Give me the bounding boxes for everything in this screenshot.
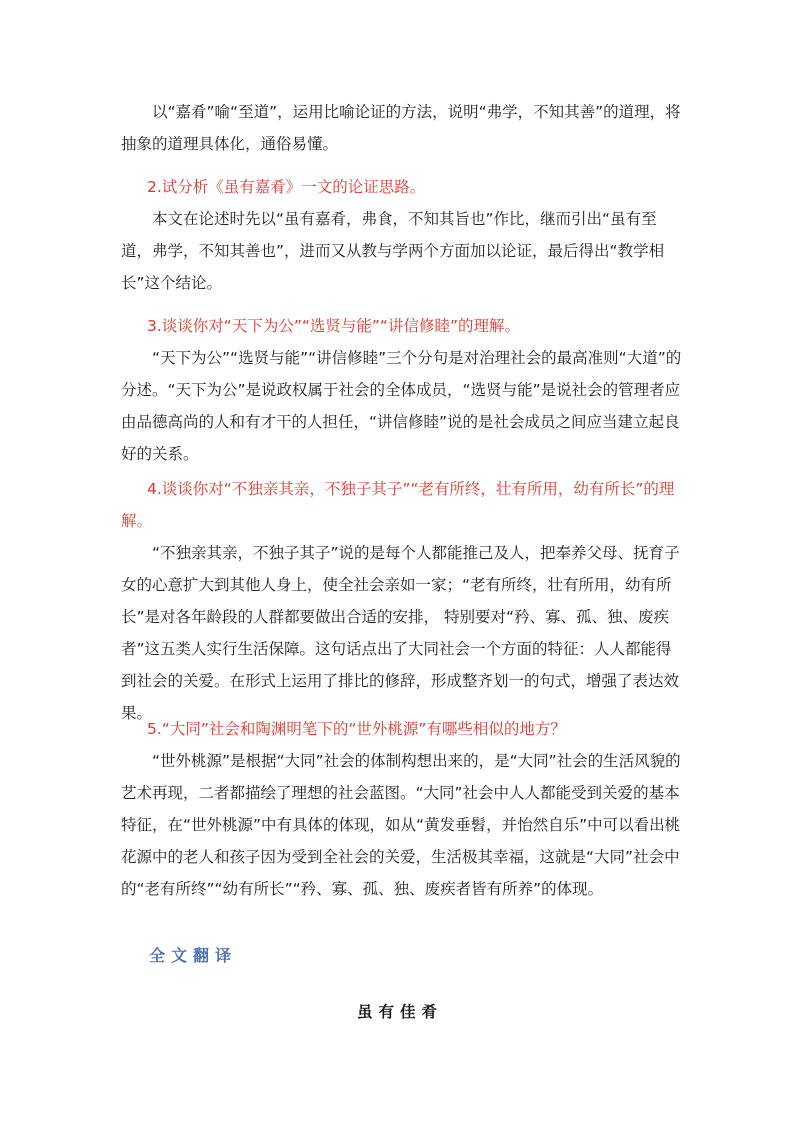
question-5: 5.“大同”社会和陶渊明笔下的“世外桃源”有哪些相似的地方？: [147, 720, 566, 738]
question-2-block: [121, 171, 683, 299]
answer-3: “天下为公”“选贤与能”“讲信修睦”三个分句是对治理社会的最高准则“大道”的分述。“天下为公”是说政权属于社会的全体成员，“选贤与能”是说社会的管理者应由品德高尚的人和有才干的人担任，“讲信修睦”说的是社会成员之间应当建立起良好的关系。: [121, 349, 682, 463]
answer-4: “不独亲其亲，不独子其子”说的是每个人都能推己及人，把奉养父母、抚育子女的心意扩大到其他人身上，使全社会亲如一家；“老有所终，壮有所用，幼有所长”是对各年龄段的人群都要做出合适的安排， 特别要对“矜、寡、孤、独、废疾者”这五类人实行生活保障。这句话点出了大同社会一个方面的特征：人人都能得到社会的关爱。在形式上运用了排比的修辞，形成整齐划一的句式，增强了表达效果。: [121, 544, 680, 722]
translation-title: 虽有佳肴: [356, 1003, 443, 1021]
answer-2: 本文在论述时先以“虽有嘉肴，弗食，不知其旨也”作比，继而引出“虽有至道，弗学，不知其善也”，进而又从教与学两个方面加以论证，最后得出“教学相长”这个结论。: [121, 210, 665, 292]
question-3-block: [121, 310, 683, 470]
intro-paragraph: 以“嘉肴”喻“至道”，运用比喻论证的方法，说明“弗学，不知其善”的道理，将抽象的道理具体化，通俗易懂。: [121, 103, 681, 153]
question-4: 4.谈谈你对“不独亲其亲，不独子其子”“老有所终，壮有所用，幼有所长”的理解。: [121, 480, 675, 530]
question-3: 3.谈谈你对“天下为公”“选贤与能”“讲信修睦”的理解。: [147, 317, 520, 335]
question-4-block: [121, 473, 683, 729]
question-5-block: [121, 713, 683, 905]
answer-5: “世外桃源”是根据“大同”社会的体制构想出来的，是“大同”社会的生活风貌的艺术再现，二者都描绘了理想的社会蓝图。“大同”社会中人人都能受到关爱的基本特征，在“世外桃源”中有具体的体现，如从“黄发垂髫，并怡然自乐”中可以看出桃花源中的老人和孩子因为受到全社会的关爱，生活极其幸福，这就是“大同”社会中的“老有所终”“幼有所长”“矜、寡、孤、独、废疾者皆有所养”的体现。: [121, 752, 681, 898]
question-2: 2.试分析《虽有嘉肴》一文的论证思路。: [147, 178, 426, 196]
intro-block: [121, 96, 683, 160]
section-title: 全文翻译: [149, 946, 238, 965]
